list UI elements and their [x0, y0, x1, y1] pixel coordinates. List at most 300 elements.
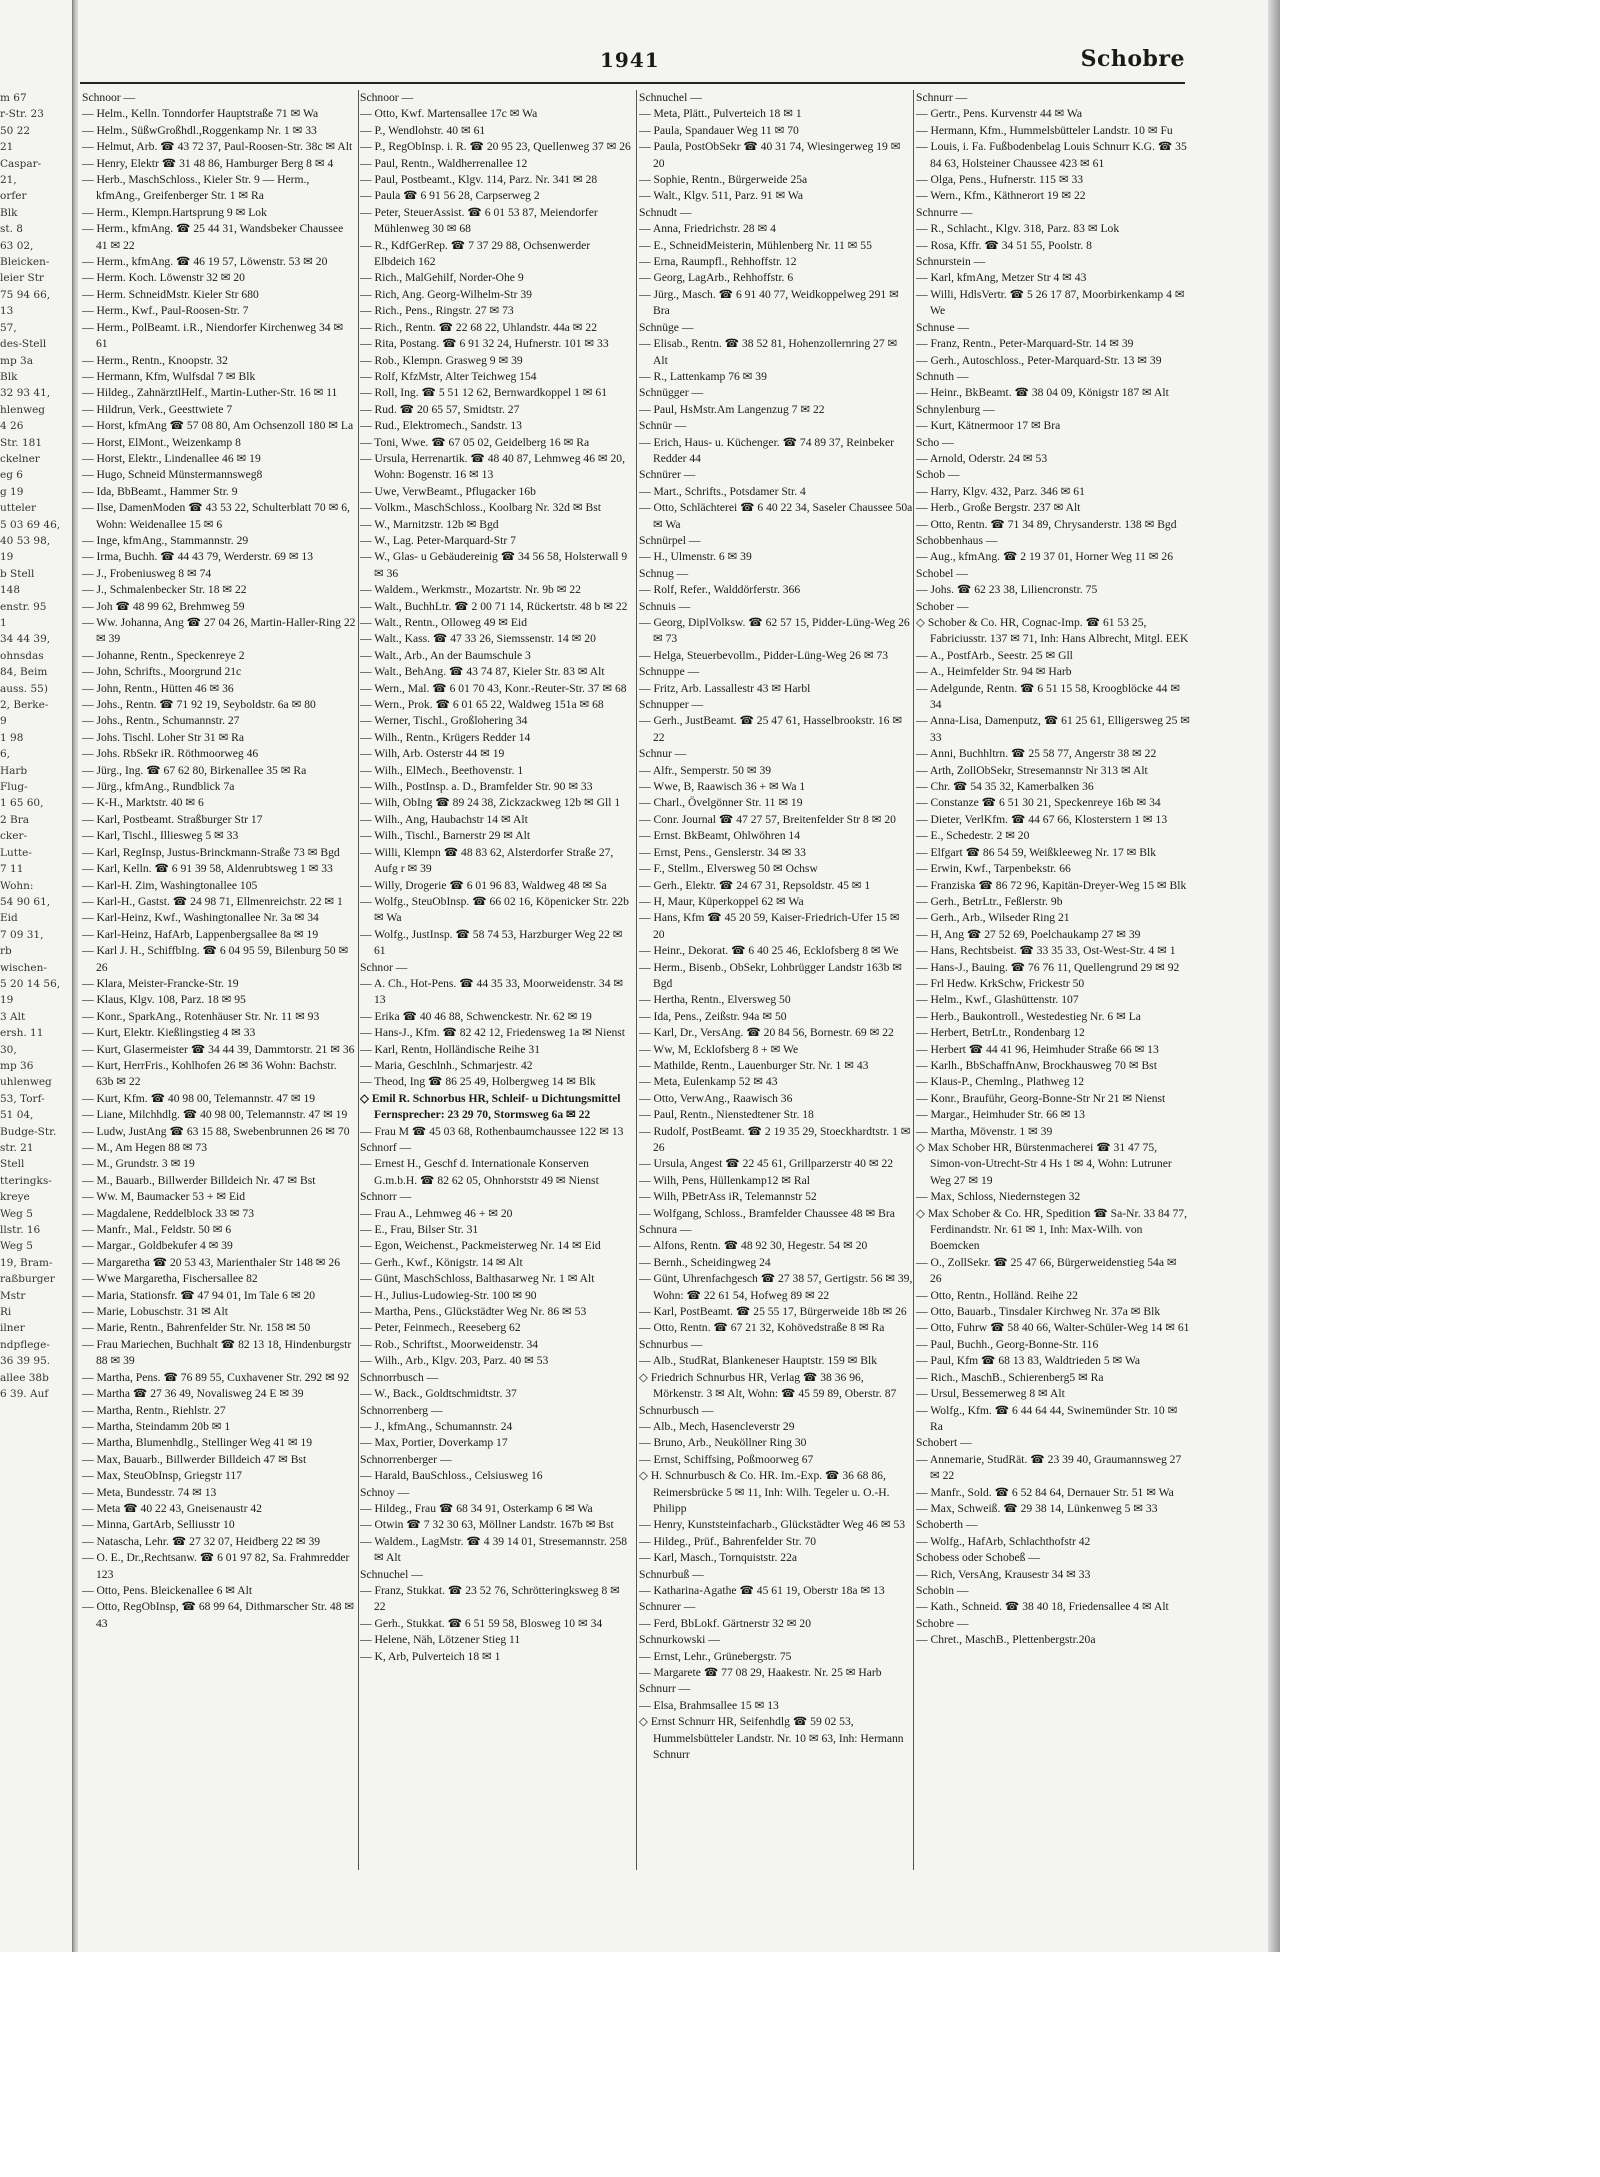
directory-entry: Schnuse — — [916, 320, 970, 334]
directory-entry: — Hildeg., Frau ☎ 68 34 91, Osterkamp 6 ✉ Wa — [360, 1501, 593, 1515]
directory-entry: — Otwin ☎ 7 32 30 63, Möllner Landstr. 167b ✉ Bst — [360, 1518, 614, 1532]
directory-entry: — Günt, MaschSchloss, Balthasarweg Nr. 1 ✉ Alt — [360, 1272, 595, 1286]
directory-entry: — Otto, Kwf. Martensallee 17c ✉ Wa — [360, 107, 538, 121]
directory-entry: — Rud., Elektromech., Sandstr. 13 — [360, 419, 522, 433]
directory-entry: Schnorf — — [360, 1141, 412, 1154]
facing-page-edge — [0, 90, 72, 1870]
directory-entry: — Max, Schweiß. ☎ 29 38 14, Lünkenweg 5 ✉ 33 — [916, 1501, 1158, 1515]
directory-entry: — Louis, i. Fa. Fußbodenbelag Louis Schnurr K.G. ☎ 35 84 63, Holsteiner Chaussee 423 ✉ 61 — [916, 140, 1187, 170]
directory-entry: — Otto, Pens. Bleickenallee 6 ✉ Alt — [82, 1583, 253, 1597]
directory-entry: — Kurt, Glasermeister ☎ 34 44 39, Dammtorstr. 21 ✉ 36 — [82, 1042, 355, 1056]
directory-entry: — Wilh., ElMech., Beethovenstr. 1 — [360, 763, 524, 777]
directory-entry: Schnürpel — — [639, 533, 701, 547]
directory-entry: — Rolf, KfzMstr, Alter Teichweg 154 — [360, 369, 537, 383]
directory-entry: — Olga, Pens., Hufnerstr. 115 ✉ 33 — [916, 173, 1084, 187]
directory-entry: — Anna, Friedrichstr. 28 ✉ 4 — [639, 222, 776, 236]
directory-entry: — Aug., kfmAng. ☎ 2 19 37 01, Horner Weg 11 ✉ 26 — [916, 550, 1174, 564]
directory-entry: — Wwe, B, Raawisch 36 + ✉ Wa 1 — [639, 780, 806, 794]
facing-page-fragment: Caspar- — [0, 157, 42, 170]
directory-entry: — Frl Hedw. KrkSchw, Frickestr 50 — [916, 976, 1085, 990]
directory-entry: — Alfr., Semperstr. 50 ✉ 39 — [639, 763, 772, 777]
directory-entry: Schnurbuß — — [639, 1567, 704, 1581]
facing-page-fragment: 30, — [0, 1043, 17, 1056]
directory-entry: — J., kfmAng., Schumannstr. 24 — [360, 1419, 513, 1433]
facing-page-fragment: Lutte- — [0, 846, 32, 859]
directory-entry: — Gerh., JustBeamt. ☎ 25 47 61, Hasselbrookstr. 16 ✉ 22 — [639, 714, 903, 744]
directory-entry: — Arnold, Oderstr. 24 ✉ 53 — [916, 451, 1048, 465]
directory-entry: — Willy, Drogerie ☎ 6 01 96 83, Waldweg 48 ✉ Sa — [360, 878, 607, 892]
facing-page-fragment: 63 02, — [0, 239, 34, 252]
directory-entry: — Toni, Wwe. ☎ 67 05 02, Geidelberg 16 ✉ Ra — [360, 435, 590, 449]
directory-entry: — Hugo, Schneid Münstermannsweg8 — [82, 468, 263, 482]
directory-entry: — Margar., Heimhuder Str. 66 ✉ 13 — [916, 1108, 1085, 1122]
directory-entry: Schnuchel — — [360, 1567, 423, 1581]
directory-entry: — Willi, Klempn ☎ 48 83 62, Alsterdorfer Straße 27, Aufg r ✉ 39 — [360, 845, 614, 876]
directory-entry: — Franziska ☎ 86 72 96, Kapitän-Dreyer-Weg 15 ✉ Blk — [916, 878, 1187, 892]
facing-page-fragment: 2, Berke- — [0, 699, 49, 712]
directory-entry: — Klara, Meister-Francke-Str. 19 — [82, 976, 239, 990]
facing-page-fragment: raßburger — [0, 1273, 55, 1286]
directory-entry: — Georg, LagArb., Rehhoffstr. 6 — [639, 271, 794, 285]
directory-entry: — Heinr., Dekorat. ☎ 6 40 25 46, Ecklofsberg 8 ✉ We — [639, 944, 899, 958]
directory-entry: — E., Frau, Bilser Str. 31 — [360, 1223, 479, 1237]
directory-entry: — Wilh, Pens, Hüllenkamp12 ✉ Ral — [639, 1173, 811, 1187]
directory-entry: — Kurt, Kfm. ☎ 40 98 00, Telemannstr. 47 ✉ 19 — [82, 1091, 316, 1105]
directory-entry: — A., Heimfelder Str. 94 ✉ Harb — [916, 665, 1072, 679]
directory-entry: — Karl, Masch., Tornquiststr. 22a — [639, 1551, 798, 1565]
directory-entry: — Harry, Klgv. 432, Parz. 346 ✉ 61 — [916, 484, 1085, 498]
directory-entry: — Klaus-P., Chemlng., Plathweg 12 — [916, 1075, 1085, 1089]
directory-entry: — Alb., Mech, Hasencleverstr 29 — [639, 1419, 795, 1433]
directory-entry: Schoberth — — [916, 1518, 978, 1532]
directory-entry: — Walt., Arb., An der Baumschule 3 — [360, 648, 531, 662]
facing-page-fragment: Ri — [0, 1306, 12, 1319]
facing-page-fragment: Stell — [0, 1158, 25, 1171]
directory-entry: — A. Ch., Hot-Pens. ☎ 44 35 33, Moorweidenstr. 34 ✉ 13 — [360, 976, 624, 1007]
facing-page-fragment: 3 Alt — [0, 1010, 26, 1023]
directory-entry: — Karl, RegInsp, Justus-Brinckmann-Straße 73 ✉ Bgd — [82, 845, 340, 859]
directory-entry: — Wilh., Rentn., Krügers Redder 14 — [360, 730, 531, 744]
directory-entry: — Wern., Mal. ☎ 6 01 70 43, Konr.-Reuter-Str. 37 ✉ 68 — [360, 681, 627, 695]
directory-entry: — Otto, Schlächterei ☎ 6 40 22 34, Saseler Chaussee 50a ✉ Wa — [639, 501, 913, 531]
facing-page-fragment: 21, — [0, 174, 17, 187]
directory-entry: — Rich., MaschB., Schierenberg5 ✉ Ra — [916, 1370, 1104, 1384]
directory-entry: — Ferd, BbLokf. Gärtnerstr 32 ✉ 20 — [639, 1616, 811, 1630]
directory-entry: — Kurt, Elektr. Kießlingstieg 4 ✉ 33 — [82, 1026, 256, 1040]
directory-entry: — Helm., Kelln. Tonndorfer Hauptstraße 71 ✉ Wa — [82, 107, 319, 121]
book-gutter — [72, 0, 78, 1952]
facing-page-fragment: uhlenweg — [0, 1076, 52, 1089]
directory-entry: — Rob., Schriftst., Moorweidenstr. 34 — [360, 1337, 539, 1351]
directory-entry: — Wolfgang, Schloss., Bramfelder Chaussee 48 ✉ Bra — [639, 1206, 895, 1220]
directory-entry: — Rolf, Refer., Walddörferstr. 366 — [639, 583, 801, 597]
directory-entry: ◇ Ernst Schnurr HR, Seifenhdlg ☎ 59 02 53, Hummelsbütteler Landstr. Nr. 10 ✉ 63, Inh: Hermann Schnurr — [639, 1715, 904, 1762]
facing-page-fragment: 6, — [0, 748, 11, 761]
directory-entry: — Horst, kfmAng ☎ 57 08 80, Am Ochsenzoll 180 ✉ La — [82, 419, 354, 433]
page-header — [80, 44, 1185, 74]
directory-entry: — Henry, Elektr ☎ 31 48 86, Hamburger Berg 8 ✉ 4 — [82, 156, 334, 170]
directory-entry: — Heinr., BkBeamt. ☎ 38 04 09, Königstr 187 ✉ Alt — [916, 386, 1169, 400]
facing-page-fragment: ohnsdas — [0, 649, 44, 662]
directory-entry: Schnurbusch — — [639, 1403, 714, 1417]
directory-entry: — Johs. RbSekr iR. Röthmoorweg 46 — [82, 747, 259, 761]
directory-entry: — Paul, Postbeamt., Klgv. 114, Parz. Nr. 341 ✉ 28 — [360, 173, 598, 187]
directory-entry: — Magdalene, Reddelblock 33 ✉ 73 — [82, 1206, 254, 1220]
directory-entry: — Georg, DiplVolksw. ☎ 62 57 15, Pidder-Lüng-Weg 26 ✉ 73 — [639, 616, 910, 646]
directory-entry: — Rosa, Kffr. ☎ 34 51 55, Poolstr. 8 — [916, 238, 1092, 252]
directory-entry: — P., Wendlohstr. 40 ✉ 61 — [360, 123, 486, 137]
directory-entry: ◇ Max Schober HR, Bürstenmacherei ☎ 31 47 75, Simon-von-Utrecht-Str 4 Hs 1 ✉ 4, Wohn: Lutruner Weg 27 ✉ 19 — [916, 1141, 1172, 1187]
directory-entry: — Anni, Buchhltrn. ☎ 25 58 77, Angerstr 38 ✉ 22 — [916, 747, 1157, 761]
directory-entry: — Walt., Klgv. 511, Parz. 91 ✉ Wa — [639, 189, 804, 203]
directory-entry: — Werner, Tischl., Großlohering 34 — [360, 714, 528, 728]
facing-page-fragment: Budge-Str. — [0, 1125, 57, 1138]
directory-entry: — Wern., Prok. ☎ 6 01 65 22, Waldweg 151a ✉ 68 — [360, 698, 604, 712]
directory-entry: — Rich., Rentn. ☎ 22 68 22, Uhlandstr. 44a ✉ 22 — [360, 320, 598, 334]
directory-entry: — E., Schedestr. 2 ✉ 20 — [916, 829, 1030, 843]
directory-entry: — Herbert, BetrLtr., Rondenbarg 12 — [916, 1026, 1085, 1040]
directory-entry: — Johs. Tischl. Loher Str 31 ✉ Ra — [82, 730, 245, 744]
directory-entry: — Peter, SteuerAssist. ☎ 6 01 53 87, Meiendorfer Mühlenweg 30 ✉ 68 — [360, 205, 598, 236]
directory-entry: — Maria, Geschlnh., Schmarjestr. 42 — [360, 1058, 533, 1072]
directory-entry: ◇ H. Schnurbusch & Co. HR. Im.-Exp. ☎ 36 68 86, Reimersbrücke 5 ✉ 11, Inh: Wilh. Tegeler u. O.-H. Philipp — [639, 1469, 890, 1515]
directory-entry: — Karl, Dr., VersAng. ☎ 20 84 56, Bornestr. 69 ✉ 22 — [639, 1026, 894, 1040]
directory-entry: — Natascha, Lehr. ☎ 27 32 07, Heidberg 22 ✉ 39 — [82, 1534, 321, 1548]
directory-entry: — Manfr., Mal., Feldstr. 50 ✉ 6 — [82, 1223, 232, 1237]
directory-entry: — Frau Mariechen, Buchhalt ☎ 82 13 18, Hindenburgstr 88 ✉ 39 — [82, 1337, 352, 1368]
directory-entry: — J., Frobeniusweg 8 ✉ 74 — [82, 566, 212, 580]
directory-entry: Schnürer — — [639, 468, 696, 482]
directory-entry: Schobre — — [916, 1616, 969, 1630]
directory-entry: — Franz, Rentn., Peter-Marquard-Str. 14 ✉ 39 — [916, 337, 1134, 351]
directory-entry: — Rich., Pens., Ringstr. 27 ✉ 73 — [360, 304, 514, 318]
directory-entry: Schobin — — [916, 1583, 969, 1597]
directory-entry: — Gertr., Pens. Kurvenstr 44 ✉ Wa — [916, 107, 1083, 121]
directory-entry: Schnorr — — [360, 1190, 412, 1204]
directory-entry: — Karlh., BbSchaffnAnw, Brockhausweg 70 ✉ Bst — [916, 1058, 1157, 1072]
directory-entry: — Rita, Postang. ☎ 6 91 32 24, Hufnerstr. 101 ✉ 33 — [360, 337, 609, 351]
directory-entry: — Ludw, JustAng ☎ 63 15 88, Swebenbrunnen 26 ✉ 70 — [82, 1124, 350, 1138]
facing-page-fragment: st. 8 — [0, 223, 23, 236]
directory-entry: — Egon, Weichenst., Packmeisterweg Nr. 14 ✉ Eid — [360, 1239, 601, 1253]
directory-entry: — Herb., Große Bergstr. 237 ✉ Alt — [916, 501, 1081, 515]
facing-page-fragment: r-Str. 23 — [0, 108, 44, 121]
directory-entry: — Rich, VersAng, Krausestr 34 ✉ 33 — [916, 1567, 1091, 1581]
facing-page-fragment: g 19 — [0, 485, 24, 498]
directory-entry: — Karl, PostBeamt. ☎ 25 55 17, Bürgerweide 18b ✉ 26 — [639, 1305, 907, 1319]
directory-entry: — Herm., Kwf., Paul-Roosen-Str. 7 — [82, 304, 249, 318]
directory-entry: — Arth, ZollObSekr, Stresemannstr Nr 313 ✉ Alt — [916, 763, 1148, 777]
directory-entry: — Elsa, Brahmsallee 15 ✉ 13 — [639, 1698, 779, 1712]
directory-entry: — Horst, ElMont., Weizenkamp 8 — [82, 435, 241, 449]
directory-entry: — Roll, Ing. ☎ 5 51 12 62, Bernwardkoppel 1 ✉ 61 — [360, 386, 607, 400]
facing-page-fragment: eg 6 — [0, 469, 23, 482]
directory-entry: — Hildeg., ZahnärztlHelf., Martin-Luther-Str. 16 ✉ 11 — [82, 386, 338, 400]
directory-entry: — Wern., Kfm., Käthnerort 19 ✉ 22 — [916, 189, 1086, 203]
facing-page-fragment: ersh. 11 — [0, 1027, 44, 1040]
directory-entry: — Karl, Kelln. ☎ 6 91 39 58, Aldenrubtsweg 1 ✉ 33 — [82, 862, 333, 876]
directory-entry: — Wwe Margaretha, Fischersallee 82 — [82, 1272, 258, 1286]
facing-page-fragment: 57, — [0, 321, 17, 334]
directory-entry: — Sophie, Rentn., Bürgerweide 25a — [639, 173, 808, 187]
directory-entry: — Marie, Lobuschstr. 31 ✉ Alt — [82, 1305, 228, 1319]
facing-page-fragment: Weg 5 — [0, 1207, 33, 1220]
facing-page-fragment: 5 03 69 46, — [0, 518, 61, 531]
facing-page-fragment: wischen- — [0, 961, 47, 974]
facing-page-fragment: 6 39. Auf — [0, 1388, 49, 1401]
facing-page-fragment: utteler — [0, 502, 37, 515]
directory-entry: — Martha, Mövenstr. 1 ✉ 39 — [916, 1124, 1053, 1138]
directory-entry: — Margarete ☎ 77 08 29, Haakestr. Nr. 25 ✉ Harb — [639, 1666, 882, 1679]
directory-entry: Schnür — — [639, 419, 687, 433]
directory-entry: — Meta ☎ 40 22 43, Gneisenaustr 42 — [82, 1501, 262, 1515]
directory-entry: — Herm., Klempn.Hartsprung 9 ✉ Lok — [82, 205, 267, 219]
directory-entry: — Chret., MaschB., Plettenbergstr.20a — [916, 1633, 1096, 1647]
facing-page-fragment: 5 20 14 56, — [0, 977, 61, 990]
facing-page-fragment: 19 — [0, 551, 14, 564]
directory-entry: — Martha, Steindamm 20b ✉ 1 — [82, 1419, 231, 1433]
directory-entry: — Herm., kfmAng. ☎ 46 19 57, Löwenstr. 53 ✉ 20 — [82, 255, 328, 269]
directory-entry: — Helga, Steuerbevollm., Pidder-Lüng-Weg 26 ✉ 73 — [639, 648, 889, 662]
directory-entry: — Rudolf, PostBeamt. ☎ 2 19 35 29, Stoeckhardtstr. 1 ✉ 26 — [639, 1124, 911, 1154]
directory-entry: — Willi, HdlsVertr. ☎ 5 26 17 87, Moorbirkenkamp 4 ✉ We — [916, 287, 1185, 318]
facing-page-fragment: Mstr — [0, 1289, 26, 1302]
directory-entry: — Konr., Brauführ, Georg-Bonne-Str Nr 21 ✉ Nienst — [916, 1091, 1166, 1105]
directory-entry: — Otto, Rentn. ☎ 71 34 89, Chrysanderstr. 138 ✉ Bgd — [916, 517, 1177, 531]
directory-entry: — Karl-Heinz, HafArb, Lappenbergsallee 8a ✉ 19 — [82, 927, 319, 941]
directory-entry: — Karl, Rentn, Holländische Reihe 31 — [360, 1042, 540, 1056]
directory-entry: — Mathilde, Rentn., Lauenburger Str. Nr. 1 ✉ 43 — [639, 1058, 869, 1072]
directory-entry: Schnupper — — [639, 698, 704, 712]
facing-page-fragment: 1 — [0, 617, 7, 629]
facing-page-fragment: 21 — [0, 141, 14, 154]
directory-entry: — Otto, VerwAng., Raawisch 36 — [639, 1091, 793, 1105]
directory-entry: — Frau M ☎ 45 03 68, Rothenbaumchaussee 122 ✉ 13 — [360, 1124, 624, 1138]
directory-entry: — Hans-J., Bauing. ☎ 76 76 11, Quellengrund 29 ✉ 92 — [916, 960, 1180, 974]
directory-entry: — Wolfg., HafArb, Schlachthofstr 42 — [916, 1534, 1091, 1548]
directory-entry: — Frau A., Lehmweg 46 + ✉ 20 — [360, 1206, 513, 1220]
directory-entry: — M., Am Hegen 88 ✉ 73 — [82, 1141, 208, 1154]
directory-entry: — Johs., Rentn. ☎ 71 92 19, Seyboldstr. 6a ✉ 80 — [82, 698, 316, 712]
facing-page-fragment: cker- — [0, 830, 28, 843]
facing-page-fragment: b Stell — [0, 567, 35, 580]
directory-entry: — Herm., Bisenb., ObSekr, Lohbrügger Landstr 163b ✉ Bgd — [639, 960, 902, 990]
directory-entry: — Max, Schloss, Niedernstegen 32 — [916, 1190, 1081, 1204]
facing-page-fragment: orfer — [0, 190, 27, 203]
directory-entry: Schnuppe — — [639, 665, 700, 679]
directory-entry: Schnurre — — [916, 205, 973, 219]
directory-entry: — Karl-H., Gastst. ☎ 24 98 71, Ellmenreichstr. 22 ✉ 1 — [82, 894, 343, 908]
directory-entry: — Kath., Schneid. ☎ 38 40 18, Friedensallee 4 ✉ Alt — [916, 1600, 1169, 1614]
directory-entry: — Hans-J., Kfm. ☎ 82 42 12, Friedensweg 1a ✉ Nienst — [360, 1026, 626, 1040]
facing-page-fragment: Eid — [0, 912, 18, 925]
directory-entry: — R., Lattenkamp 76 ✉ 39 — [639, 369, 767, 383]
directory-entry: — Adelgunde, Rentn. ☎ 6 51 15 58, Kroogblöcke 44 ✉ 34 — [916, 681, 1181, 712]
facing-page-fragment: 53, Torf- — [0, 1092, 45, 1105]
directory-entry: — Ww. M, Baumacker 53 + ✉ Eid — [82, 1190, 246, 1204]
facing-page-fragment: tteringks- — [0, 1174, 52, 1187]
column-divider — [913, 90, 914, 1870]
directory-entry: — E., SchneidMeisterin, Mühlenberg Nr. 11 ✉ 55 — [639, 238, 872, 252]
directory-entry: — Wilh, Arb. Osterstr 44 ✉ 19 — [360, 747, 505, 761]
directory-entry: Schnurstein — — [916, 255, 986, 269]
facing-page-fragment: 148 — [0, 584, 21, 597]
directory-entry: — Constanze ☎ 6 51 30 21, Speckenreye 16b ✉ 34 — [916, 796, 1161, 810]
directory-entry: — Hildrun, Verk., Geesttwiete 7 — [82, 402, 233, 416]
facing-page-fragment: mp 3a — [0, 354, 33, 367]
directory-entry: — Wolfg., Kfm. ☎ 6 44 64 44, Swinemünder Str. 10 ✉ Ra — [916, 1403, 1178, 1433]
directory-entry: — Max, Portier, Doverkamp 17 — [360, 1436, 508, 1450]
facing-page-fragment: ilner — [0, 1322, 25, 1335]
directory-entry: — Paula, Spandauer Weg 11 ✉ 70 — [639, 123, 799, 137]
directory-entry: Scho — — [916, 435, 954, 449]
facing-page-fragment: 36 39 95. — [0, 1355, 51, 1368]
directory-entry: — Wilh., PostInsp. a. D., Bramfelder Str. 90 ✉ 33 — [360, 780, 593, 794]
facing-page-fragment: leier Str — [0, 272, 44, 285]
directory-entry: Schnuis — — [639, 599, 691, 613]
directory-entry: Schnurer — — [639, 1600, 696, 1614]
directory-entry: — Erwin, Kwf., Tarpenbekstr. 66 — [916, 862, 1071, 876]
facing-page-fragment: ndpflege- — [0, 1338, 50, 1351]
column-divider — [358, 90, 359, 1870]
directory-entry: — Hermann, Kfm, Wulfsdal 7 ✉ Blk — [82, 369, 256, 383]
directory-entry: — Karl, kfmAng, Metzer Str 4 ✉ 43 — [916, 271, 1087, 285]
directory-entry: — Hans, Rechtsbeist. ☎ 33 35 33, Ost-West-Str. 4 ✉ 1 — [916, 944, 1176, 958]
facing-page-fragment: Str. 181 — [0, 436, 42, 449]
directory-entry: — J., Schmalenbecker Str. 18 ✉ 22 — [82, 583, 247, 597]
directory-entry: — Johanne, Rentn., Speckenreye 2 — [82, 648, 245, 662]
directory-entry: Schnuchel — — [639, 91, 702, 104]
directory-entry: — Kurt, HerrFris., Kohlhofen 26 ✉ 36 Wohn: Bachstr. 63b ✉ 22 — [82, 1058, 337, 1089]
facing-page-fragment: Bleicken- — [0, 256, 50, 269]
directory-entry: — Fritz, Arb. Lassallestr 43 ✉ Harbl — [639, 681, 811, 695]
column-3 — [639, 90, 913, 1870]
directory-entry: Schobel — — [916, 566, 968, 580]
directory-entry: — Martha, Pens. ☎ 76 89 55, Cuxhavener Str. 292 ✉ 92 — [82, 1370, 350, 1384]
directory-entry: — Otto, Fuhrw ☎ 58 40 66, Walter-Schüler-Weg 14 ✉ 61 — [916, 1321, 1190, 1335]
directory-entry: — Ursul, Bessemerweg 8 ✉ Alt — [916, 1387, 1065, 1401]
directory-entry: — Jürg., Ing. ☎ 67 62 80, Birkenallee 35 ✉ Ra — [82, 763, 307, 777]
directory-entry: — H., Julius-Ludowieg-Str. 100 ✉ 90 — [360, 1288, 537, 1302]
directory-entry: — Martha, Rentn., Riehlstr. 27 — [82, 1403, 226, 1417]
page-year: 1941 — [600, 48, 660, 72]
directory-entry: — Walt., BuchhLtr. ☎ 2 00 71 14, Rückertstr. 48 b ✉ 22 — [360, 599, 628, 613]
directory-entry: — Gerh., Autoschloss., Peter-Marquard-Str. 13 ✉ 39 — [916, 353, 1162, 367]
directory-entry: Schnurr — — [916, 91, 968, 104]
header-rule — [80, 82, 1185, 84]
directory-entry: — Gerh., Stukkat. ☎ 6 51 59 58, Blosweg 10 ✉ 34 — [360, 1616, 603, 1630]
directory-entry: — Hertha, Rentn., Elversweg 50 — [639, 993, 791, 1007]
directory-entry: — Ww, M, Ecklofsberg 8 + ✉ We — [639, 1042, 799, 1056]
directory-entry: ◇ Max Schober & Co. HR, Spedition ☎ Sa-Nr. 33 84 77, Ferdinandstr. Nr. 61 ✉ 1, Inh: Max-Wilh. von Boemcken — [916, 1206, 1188, 1253]
facing-page-fragment: 54 90 61, — [0, 895, 51, 908]
facing-page-fragment: m 67 — [0, 92, 27, 104]
directory-entry: — W., Lag. Peter-Marquard-Str 7 — [360, 533, 516, 547]
directory-entry: — Paula, PostObSekr ☎ 40 31 74, Wiesingerweg 19 ✉ 20 — [639, 140, 901, 170]
directory-entry: — Hildeg., Prüf., Bahrenfelder Str. 70 — [639, 1534, 817, 1548]
directory-entry: — Rich., MalGehilf, Norder-Ohe 9 — [360, 271, 524, 285]
directory-entry: — Theod, Ing ☎ 86 25 49, Holbergweg 14 ✉ Blk — [360, 1075, 596, 1089]
directory-entry: Schober — — [916, 599, 969, 613]
directory-entry: — Alfons, Rentn. ☎ 48 92 30, Hegestr. 54 ✉ 20 — [639, 1239, 868, 1253]
directory-entry: — Otto, Rentn., Holländ. Reihe 22 — [916, 1288, 1078, 1302]
directory-entry: — Herm., Rentn., Knoopstr. 32 — [82, 353, 228, 367]
directory-entry: — Hans, Kfm ☎ 45 20 59, Kaiser-Friedrich-Ufer 15 ✉ 20 — [639, 911, 900, 941]
facing-page-fragment: 4 26 — [0, 420, 24, 433]
directory-entry: — Paul, Rentn., Waldherrenallee 12 — [360, 156, 528, 170]
directory-entry: — Konr., SparkAng., Rotenhäuser Str. Nr. 11 ✉ 93 — [82, 1009, 320, 1023]
directory-entry: — Martha, Pens., Glückstädter Weg Nr. 86 ✉ 53 — [360, 1305, 587, 1319]
directory-entry: — Otto, RegObInsp, ☎ 68 99 64, Dithmarscher Str. 48 ✉ 43 — [82, 1600, 355, 1630]
directory-entry: — Erich, Haus- u. Küchenger. ☎ 74 89 37, Reinbeker Redder 44 — [639, 435, 894, 465]
directory-entry: — Walt., BehAng. ☎ 43 74 87, Kieler Str. 83 ✉ Alt — [360, 665, 605, 679]
facing-page-fragment: 19 — [0, 994, 14, 1007]
directory-entry: — Peter, Feinmech., Reeseberg 62 — [360, 1321, 521, 1335]
facing-page-fragment: 32 93 41, — [0, 387, 51, 400]
directory-entry: — Horst, Elektr., Lindenallee 46 ✉ 19 — [82, 451, 261, 465]
directory-entry: — W., Marnitzstr. 12b ✉ Bgd — [360, 517, 499, 531]
directory-entry: — Waldem., Werkmstr., Mozartstr. Nr. 9b ✉ 22 — [360, 583, 581, 597]
directory-entry: — Joh ☎ 48 99 62, Brehmweg 59 — [82, 599, 245, 613]
directory-entry: — Bruno, Arb., Neuköllner Ring 30 — [639, 1436, 807, 1450]
directory-entry: — Conr. Journal ☎ 47 27 57, Breitenfelder Str 8 ✉ 20 — [639, 812, 896, 826]
directory-entry: — Walt., Rentn., Olloweg 49 ✉ Eid — [360, 616, 527, 629]
directory-entry: — M., Grundstr. 3 ✉ 19 — [82, 1157, 195, 1171]
directory-entry: Schnoor — — [360, 91, 414, 104]
directory-entry: Schnorrbusch — — [360, 1370, 439, 1384]
facing-page-fragment: Harb — [0, 764, 28, 777]
facing-page-fragment: Flug- — [0, 781, 28, 794]
directory-entry: — Franz, Stukkat. ☎ 23 52 76, Schrötteringksweg 8 ✉ 22 — [360, 1583, 620, 1614]
facing-page-fragment: 75 94 66, — [0, 288, 51, 301]
directory-entry: Schnoor — — [82, 91, 136, 104]
facing-page-fragment: Blk — [0, 206, 18, 219]
directory-entry: — Liane, Milchhdlg. ☎ 40 98 00, Telemannstr. 47 ✉ 19 — [82, 1108, 348, 1122]
facing-page-fragment: 84, Beim — [0, 666, 48, 679]
directory-entry: — Wolfg., SteuObInsp. ☎ 66 02 16, Köpenicker Str. 22b ✉ Wa — [360, 894, 629, 925]
directory-entry: — Kurt, Kätnermoor 17 ✉ Bra — [916, 419, 1061, 433]
directory-entry: Schobbenhaus — — [916, 533, 998, 547]
directory-entry: Schnura — — [639, 1223, 692, 1237]
column-4 — [916, 90, 1190, 1870]
directory-entry: — M., Bauarb., Billwerder Billdeich Nr. 47 ✉ Bst — [82, 1173, 316, 1187]
directory-entry: — John, Schrifts., Moorgrund 21c — [82, 665, 242, 679]
directory-entry: — Gerh., Arb., Wilseder Ring 21 — [916, 911, 1070, 925]
facing-page-fragment: 9 — [0, 715, 7, 728]
directory-entry: — Herm., kfmAng. ☎ 25 44 31, Wandsbeker Chaussee 41 ✉ 22 — [82, 222, 344, 252]
directory-entry: — Henry, Kunststeinfacharb., Glückstädter Weg 46 ✉ 53 — [639, 1518, 906, 1532]
directory-entry: — K-H., Marktstr. 40 ✉ 6 — [82, 796, 204, 810]
directory-entry: — Günt, Uhrenfachgesch ☎ 27 38 57, Gertigstr. 56 ✉ 39, Wohn: ☎ 22 61 54, Hofweg 89 ✉ 22 — [639, 1272, 913, 1302]
directory-entry: — W., Glas- u Gebäudereinig ☎ 34 56 58, Holsterwall 9 ✉ 36 — [360, 550, 628, 580]
facing-page-fragment: hlenweg — [0, 403, 46, 416]
directory-entry: — R., Schlacht., Klgv. 318, Parz. 83 ✉ Lok — [916, 222, 1120, 236]
directory-entry: — Ww. Johanna, Ang ☎ 27 04 26, Martin-Haller-Ring 22 ✉ 39 — [82, 616, 356, 646]
directory-entry: — Annemarie, StudRät. ☎ 23 39 40, Graumannsweg 27 ✉ 22 — [916, 1452, 1182, 1483]
directory-entry: — Uwe, VerwBeamt., Pflugacker 16b — [360, 484, 536, 498]
directory-entry: — Bernh., Scheidingweg 24 — [639, 1255, 771, 1269]
directory-entry: — Erna, Raumpfl., Rehhoffstr. 12 — [639, 255, 797, 269]
directory-entry: — Herb., MaschSchloss., Kieler Str. 9 — Herm., kfmAng., Greifenberger Str. 1 ✉ Ra — [82, 173, 310, 203]
directory-entry: — Ernst, Schiffsing, Poßmoorweg 67 — [639, 1452, 814, 1466]
directory-entry: Schnurr — — [639, 1682, 691, 1696]
directory-entry: — H, Maur, Küperkoppel 62 ✉ Wa — [639, 894, 804, 908]
page-running-title: Schobre — [1080, 46, 1185, 72]
directory-entry: — Helmut, Arb. ☎ 43 72 37, Paul-Roosen-Str. 38c ✉ Alt — [82, 140, 353, 154]
directory-entry: — Martha ☎ 27 36 49, Novalisweg 24 E ✉ 39 — [82, 1387, 304, 1401]
directory-entry: — Harald, BauSchloss., Celsiusweg 16 — [360, 1469, 543, 1483]
page-edge-shadow — [1268, 0, 1280, 1952]
